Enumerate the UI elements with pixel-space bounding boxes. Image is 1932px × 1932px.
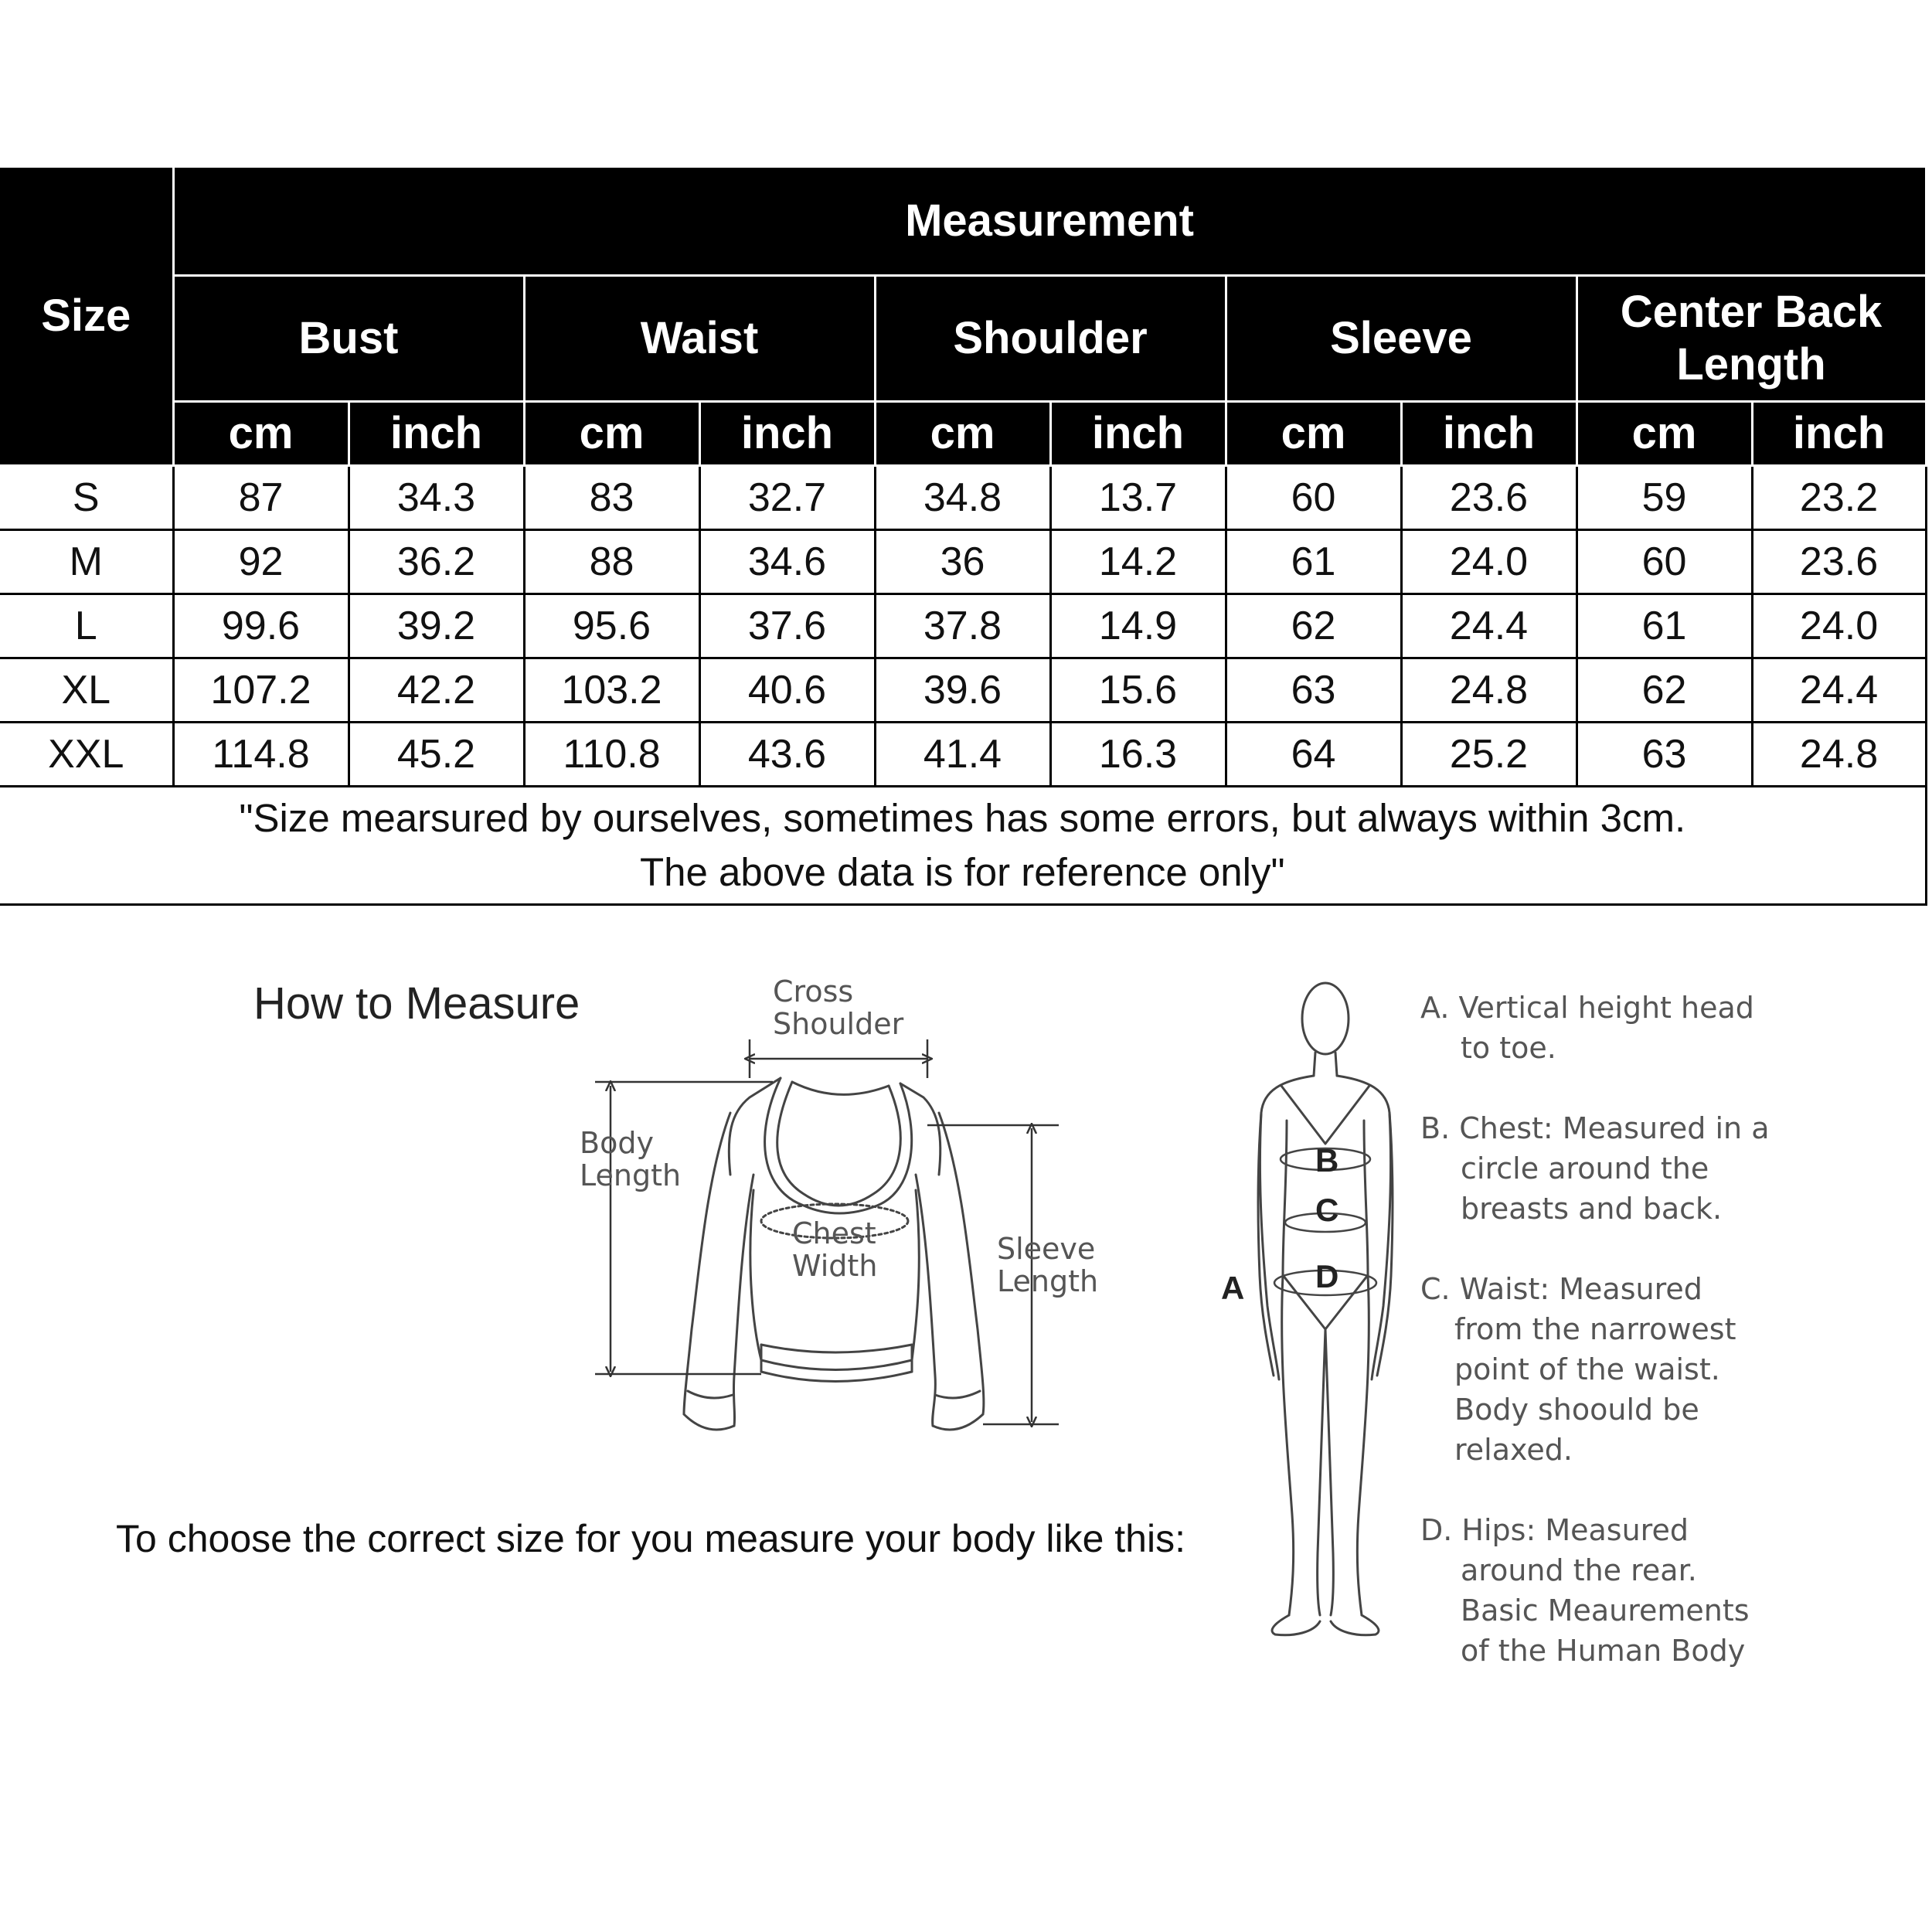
unit-header-inch: inch (1752, 402, 1926, 466)
value-cell: 25.2 (1401, 723, 1577, 787)
value-cell: 61 (1577, 594, 1752, 658)
size-cell: M (0, 530, 173, 594)
value-cell: 39.6 (875, 658, 1050, 723)
group-header-center-back-length: Center Back Length (1577, 276, 1926, 402)
unit-header-cm: cm (1577, 402, 1752, 466)
value-cell: 62 (1226, 594, 1401, 658)
value-cell: 24.0 (1401, 530, 1577, 594)
value-cell: 42.2 (349, 658, 524, 723)
description-c-line: relaxed. (1454, 1433, 1573, 1467)
description-d (1420, 1510, 1884, 1671)
value-cell: 95.6 (524, 594, 699, 658)
sleeve-length-label-line: Sleeve (997, 1232, 1096, 1266)
value-cell: 13.7 (1050, 466, 1226, 530)
description-a (1420, 988, 1884, 1068)
body-letter-b: B (1315, 1142, 1339, 1179)
body-letter-d: D (1315, 1258, 1339, 1294)
value-cell: 59 (1577, 466, 1752, 530)
value-cell: 14.2 (1050, 530, 1226, 594)
value-cell: 24.0 (1752, 594, 1926, 658)
value-cell: 114.8 (173, 723, 349, 787)
size-cell: XL (0, 658, 173, 723)
value-cell: 14.9 (1050, 594, 1226, 658)
value-cell: 37.8 (875, 594, 1050, 658)
description-b-line: circle around the (1461, 1151, 1709, 1185)
group-header-waist: Waist (524, 276, 875, 402)
unit-header-cm: cm (875, 402, 1050, 466)
size-cell: L (0, 594, 173, 658)
value-cell: 87 (173, 466, 349, 530)
size-cell: XXL (0, 723, 173, 787)
description-c-line: Body shoould be (1454, 1393, 1699, 1427)
value-cell: 43.6 (699, 723, 875, 787)
description-c-heading: C. Waist: Measured (1420, 1272, 1702, 1306)
value-cell: 16.3 (1050, 723, 1226, 787)
value-cell: 107.2 (173, 658, 349, 723)
body-length-label (580, 1127, 681, 1192)
description-d-line: of the Human Body (1461, 1634, 1746, 1668)
chest-width-label-line: Chest (792, 1216, 876, 1250)
value-cell: 37.6 (699, 594, 875, 658)
value-cell: 24.4 (1752, 658, 1926, 723)
description-d-line: around the rear. (1461, 1553, 1697, 1587)
value-cell: 34.8 (875, 466, 1050, 530)
value-cell: 61 (1226, 530, 1401, 594)
value-cell: 63 (1577, 723, 1752, 787)
description-b (1420, 1108, 1884, 1229)
value-cell: 99.6 (173, 594, 349, 658)
body-letter-c: C (1315, 1192, 1339, 1228)
description-c-line: point of the waist. (1454, 1352, 1720, 1386)
description-b-heading: B. Chest: Measured in a (1420, 1111, 1770, 1145)
value-cell: 36.2 (349, 530, 524, 594)
cross-shoulder-label (773, 975, 903, 1040)
value-cell: 15.6 (1050, 658, 1226, 723)
cross-shoulder-label-line: Shoulder (773, 1007, 904, 1041)
value-cell: 39.2 (349, 594, 524, 658)
value-cell: 34.6 (699, 530, 875, 594)
measurement-header: Measurement (173, 167, 1926, 276)
value-cell: 40.6 (699, 658, 875, 723)
value-cell: 24.4 (1401, 594, 1577, 658)
value-cell: 110.8 (524, 723, 699, 787)
cross-shoulder-label-line: Cross (773, 975, 854, 1009)
value-cell: 83 (524, 466, 699, 530)
unit-header-cm: cm (1226, 402, 1401, 466)
sleeve-length-label (997, 1233, 1098, 1298)
group-header-bust: Bust (173, 276, 524, 402)
value-cell: 92 (173, 530, 349, 594)
sleeve-length-label-line: Length (997, 1264, 1099, 1298)
unit-header-inch: inch (1050, 402, 1226, 466)
value-cell: 60 (1577, 530, 1752, 594)
value-cell: 41.4 (875, 723, 1050, 787)
unit-header-inch: inch (349, 402, 524, 466)
group-header-shoulder: Shoulder (875, 276, 1226, 402)
how-to-measure-title: How to Measure (253, 978, 580, 1029)
unit-header-cm: cm (524, 402, 699, 466)
unit-header-inch: inch (1401, 402, 1577, 466)
value-cell: 24.8 (1752, 723, 1926, 787)
body-length-label-line: Length (580, 1158, 682, 1192)
note-line-2: The above data is for reference only" (639, 850, 1285, 894)
size-column-header: Size (0, 167, 173, 466)
body-letter-a: A (1221, 1270, 1245, 1306)
unit-header-inch: inch (699, 402, 875, 466)
description-d-heading: D. Hips: Measured (1420, 1513, 1689, 1547)
choose-size-instruction: To choose the correct size for you measure your body like this: (116, 1517, 1185, 1560)
human-body-outline-icon (1258, 983, 1393, 1635)
chest-width-label (792, 1217, 877, 1282)
value-cell: 64 (1226, 723, 1401, 787)
value-cell: 23.2 (1752, 466, 1926, 530)
group-header-sleeve: Sleeve (1226, 276, 1577, 402)
value-cell: 23.6 (1752, 530, 1926, 594)
value-cell: 24.8 (1401, 658, 1577, 723)
value-cell: 60 (1226, 466, 1401, 530)
value-cell: 32.7 (699, 466, 875, 530)
description-a-heading: A. Vertical height head (1420, 991, 1754, 1025)
description-c-line: from the narrowest (1454, 1312, 1736, 1346)
description-a-line: to toe. (1461, 1031, 1556, 1065)
description-c (1420, 1269, 1884, 1470)
value-cell: 23.6 (1401, 466, 1577, 530)
description-b-line: breasts and back. (1461, 1192, 1723, 1226)
value-cell: 34.3 (349, 466, 524, 530)
chest-width-label-line: Width (792, 1249, 878, 1283)
body-length-label-line: Body (580, 1126, 654, 1160)
description-d-line: Basic Meaurements (1461, 1594, 1750, 1628)
value-cell: 103.2 (524, 658, 699, 723)
unit-header-cm: cm (173, 402, 349, 466)
value-cell: 62 (1577, 658, 1752, 723)
value-cell: 63 (1226, 658, 1401, 723)
value-cell: 88 (524, 530, 699, 594)
value-cell: 36 (875, 530, 1050, 594)
note-line-1: "Size mearsured by ourselves, sometimes has some errors, but always within 3cm. (239, 796, 1686, 840)
value-cell: 45.2 (349, 723, 524, 787)
size-cell: S (0, 466, 173, 530)
